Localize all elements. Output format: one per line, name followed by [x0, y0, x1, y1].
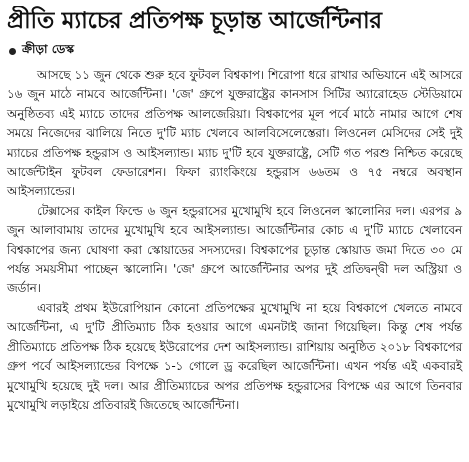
- byline: [7, 42, 462, 60]
- paragraph-3: এবারই প্রথম ইউরোপিয়ান কোনো প্রতিপক্ষের মুখোমুখি না হয়ে বিশ্বকাপে খেলতে নামবে আর্জেন্টিনা, এ দু'টি প্রীতিম্যাচ ঠিক হওয়ার আগে এমনটাই জানা গিয়েছিল। কিন্তু শেষ পর্যন্ত প্রীতিম্যাচে প্রতিপক্ষ ঠিক হয়েছে ইউরোপের দেশ আইসল্যান্ড। রাশিয়ায় অনুষ্ঠিত ২০১৮ বিশ্বকাপের গ্রুপ পর্বে আইসল্যান্ডের বিপক্ষে ১-১ গোলে ড্র করেছিল আর্জেন্টিনা। এখন পর্যন্ত এই একবারই মুখোমুখি হয়েছে দুই দল। আর প্রীতিম্যাচের অপর প্রতিপক্ষ হন্ডুরাসের বিপক্ষে এর আগে তিনবার মুখোমুখি লড়াইয়ে প্রতিবারই জিতেছে আর্জেন্টিনা।: [7, 300, 462, 412]
- article-body: [7, 66, 462, 415]
- byline-text: ক্রীড়া ডেস্ক: [22, 42, 75, 56]
- paragraph-1: আসছে ১১ জুন থেকে শুরু হবে ফুটবল বিশ্বকাপ। শিরোপা ধরে রাখার অভিযানে এই আসরে ১৬ জুন মাঠে নামবে আর্জেন্টিনা। 'জে' গ্রুপে যুক্তরাষ্ট্রের কানসাস সিটির অ্যারোহেড স্টেডিয়ামে অনুষ্ঠিতব্য এই ম্যাচে তাদের প্রতিপক্ষ আলজেরিয়া। বিশ্বকাপের মূল পর্বে মাঠে নামার আগে শেষ সময়ে নিজেদের ঝালিয়ে নিতে দু'টি ম্যাচ খেলবে আলবিসেলেস্তেরা। লিওনেল মেসিদের সেই দুই ম্যাচের প্রতিপক্ষ হন্ডুরাস ও আইসল্যান্ড। ম্যাচ দু'টি হবে যুক্তরাষ্ট্রে, সেটি গত পরশু নিশ্চিত করেছে আর্জেন্টাইন ফুটবল ফেডারেশন। ফিফা র‍্যাংকিংয়ে হন্ডুরাস ৬৬তম ও ৭৫ নম্বরে অবস্থান আইসল্যান্ডের।: [7, 68, 462, 199]
- headline: প্রীতি ম্যাচের প্রতিপক্ষ চূড়ান্ত আর্জেন্টিনার: [7, 8, 382, 34]
- paragraph-2: টেক্সাসের কাইল ফিল্ডে ৬ জুন হন্ডুরাসের মুখোমুখি হবে লিওনেল স্কালোনির দল। এরপর ৯ জুন আলাবামায় তাদের মুখোমুখি হবে আইসল্যান্ড। আর্জেন্টিনার কোচ এ দু'টি ম্যাচে খেলাবেন বিশ্বকাপের জন্য ঘোষণা করা স্কোয়াডের সদস্যদের। বিশ্বকাপের চূড়ান্ত স্কোয়াড জমা দিতে ৩০ মে পর্যন্ত সময়সীমা পাচ্ছেন স্কালোনি। 'জে' গ্রুপে আর্জেন্টিনার অপর দুই প্রতিদ্বন্দ্বী দল অস্ট্রিয়া ও জর্ডান।: [7, 203, 462, 296]
- bullet-icon: [9, 48, 16, 55]
